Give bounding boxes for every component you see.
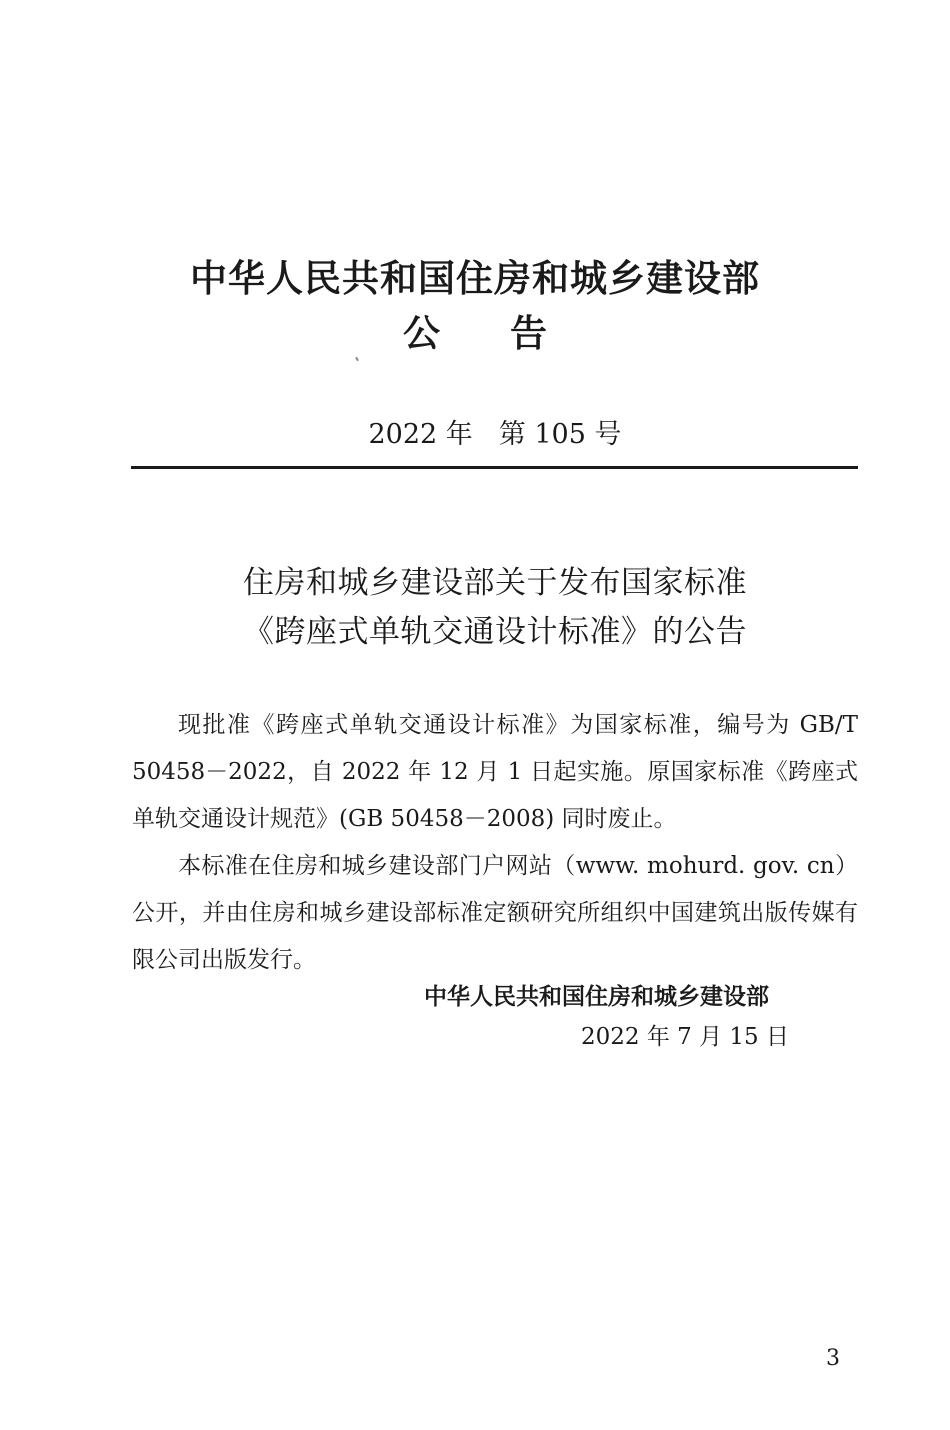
notice-heading <box>0 303 950 357</box>
notice-heading-char-1: 公 <box>403 312 440 355</box>
signature-organization: 中华人民共和国住房和城乡建设部 <box>424 984 769 1010</box>
notice-body <box>132 702 858 984</box>
issue-year: 2022 年 <box>368 419 473 450</box>
body-paragraph-2: 本标准在住房和城乡建设部门户网站（www. mohurd. gov. cn）公开，并由住房和城乡建设部标准定额研究所组织中国建筑出版传媒有限公司出版发行。 <box>132 853 858 973</box>
document-title-line-1: 住房和城乡建设部关于发布国家标准 <box>243 565 747 601</box>
issue-number: 第 105 号 <box>498 419 622 450</box>
ministry-title: 中华人民共和国住房和城乡建设部 <box>190 257 760 300</box>
notice-heading-char-2: 告 <box>510 312 547 355</box>
signature-date: 2022 年 7 月 15 日 <box>581 1024 789 1050</box>
issue-number-line <box>0 412 950 451</box>
document-title-line-2: 《跨座式单轨交通设计标准》的公告 <box>243 614 747 650</box>
scan-speck <box>355 357 359 361</box>
body-paragraph-1: 现批准《跨座式单轨交通设计标准》为国家标准，编号为 GB/T 50458－2022，自 2022 年 12 月 1 日起实施。原国家标准《跨座式单轨交通设计规范》(GB 50458－2008) 同时废止。 <box>132 712 858 832</box>
page-number: 3 <box>826 1346 840 1371</box>
header-rule <box>131 466 858 469</box>
